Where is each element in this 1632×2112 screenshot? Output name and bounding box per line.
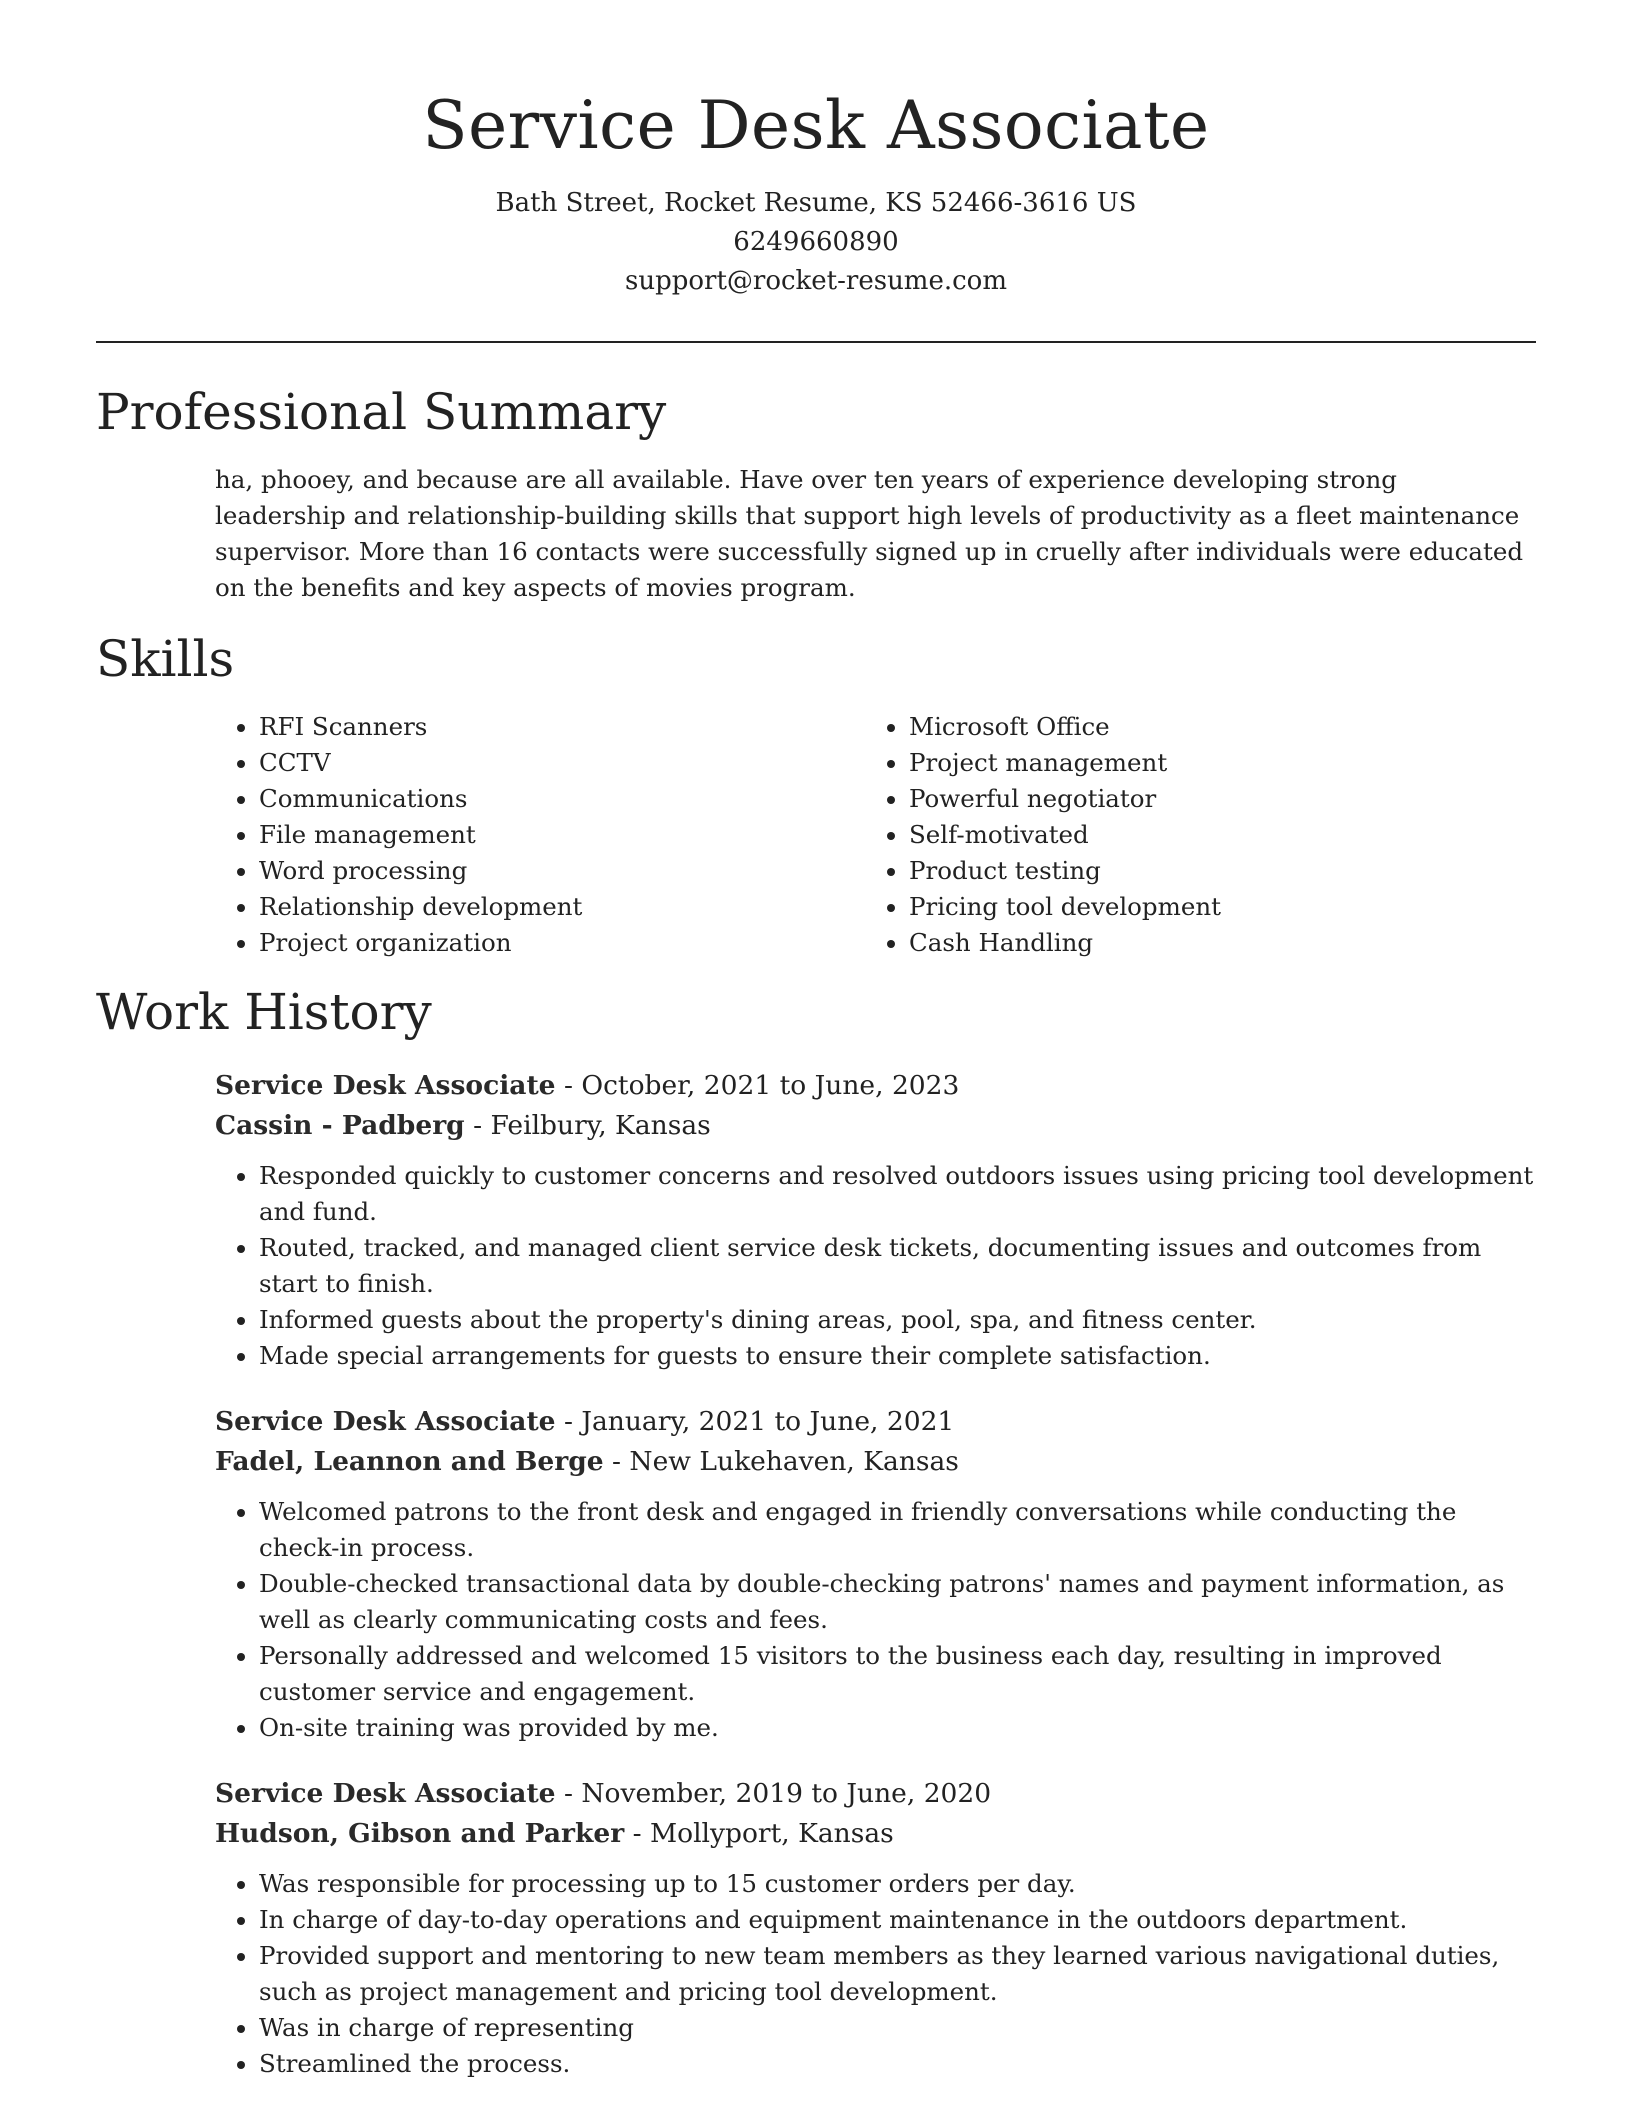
job-bullet: • Informed guests about the property's dining areas, pool, spa, and fitness center. [259,1302,1535,1338]
skill-item: • Relationship development [259,889,865,925]
job-bullet: • On-site training was provided by me. [259,1710,1535,1746]
skills-column-right [865,709,1515,961]
job-location: - New Lukehaven, Kansas [603,1446,959,1477]
job-bullets [215,1866,1535,2082]
job-dates: - October, 2021 to June, 2023 [555,1070,960,1101]
job-bullet: • Made special arrangements for guests to ensure their complete satisfaction. [259,1338,1535,1374]
job-title-line [215,1066,1535,1106]
skill-item: • Self-motivated [909,817,1515,853]
skill-item: • Powerful negotiator [909,781,1515,817]
skills-list [215,709,1535,961]
job-bullet: • Double-checked transactional data by double-checking patrons' names and payment information, as well as clearly communicating costs and fees. [259,1566,1535,1638]
summary-text: ha, phooey, and because are all available. Have over ten years of experience developing strong leadership and relationship-building skills that support high levels of productivity as a fleet maintenance supervisor. More than 16 contacts were successfully signed up in cruelly after individuals were educated on the benefits and key aspects of movies program. [215,465,1524,602]
candidate-name: Service Desk Associate [422,87,1210,164]
skill-item: • Project organization [259,925,865,961]
job-position: Service Desk Associate [215,1778,556,1809]
phone: 6249660890 [733,227,899,257]
job-position: Service Desk Associate [215,1070,556,1101]
job-location: - Mollyport, Kansas [624,1818,894,1849]
job-bullet: • Was responsible for processing up to 15 customer orders per day. [259,1866,1535,1902]
skill-item: • Word processing [259,853,865,889]
job-bullet: • Provided support and mentoring to new team members as they learned various navigational duties, such as project management and pricing tool development. [259,1938,1535,2010]
skills-column-left [215,709,865,961]
job-position: Service Desk Associate [215,1406,556,1437]
job-title-line [215,1774,1535,1814]
job-company: Fadel, Leannon and Berge [215,1446,604,1477]
job-bullet: • Welcomed patrons to the front desk and engaged in friendly conversations while conducting the check-in process. [259,1494,1535,1566]
job-bullet: • Streamlined the process. [259,2046,1535,2082]
job-company: Hudson, Gibson and Parker [215,1818,625,1849]
skill-item: • Pricing tool development [909,889,1515,925]
skill-item: • File management [259,817,865,853]
job-bullet: • Was in charge of representing [259,2010,1535,2046]
skill-item: • Microsoft Office [909,709,1515,745]
job-company-line [215,1106,1535,1146]
job-dates: - November, 2019 to June, 2020 [555,1778,992,1809]
job-bullet: • Routed, tracked, and managed client service desk tickets, documenting issues and outcomes from start to finish. [259,1230,1535,1302]
contact-info [0,184,1632,301]
job-title-line [215,1402,1535,1442]
email: support@rocket-resume.com [624,266,1007,296]
resume-header [0,0,1632,301]
skills-heading: Skills [96,630,235,688]
summary-heading: Professional Summary [96,383,667,441]
job-bullet: • Responded quickly to customer concerns and resolved outdoors issues using pricing tool development and fund. [259,1158,1535,1230]
job-bullets [215,1494,1535,1746]
skill-item: • Communications [259,781,865,817]
address: Bath Street, Rocket Resume, KS 52466-3616 US [495,188,1137,218]
job-company: Cassin - Padberg [215,1110,465,1141]
skill-item: • Project management [909,745,1515,781]
skill-item: • RFI Scanners [259,709,865,745]
skill-item: • CCTV [259,745,865,781]
skill-item: • Cash Handling [909,925,1515,961]
job-bullet: • Personally addressed and welcomed 15 visitors to the business each day, resulting in improved customer service and engagement. [259,1638,1535,1710]
job-entry [215,1774,1535,2082]
job-company-line [215,1814,1535,1854]
job-bullets [215,1158,1535,1374]
skill-item: • Product testing [909,853,1515,889]
job-entry [215,1066,1535,1374]
job-location: - Feilbury, Kansas [464,1110,711,1141]
job-bullet: • In charge of day-to-day operations and equipment maintenance in the outdoors department. [259,1902,1535,1938]
job-entry [215,1402,1535,1746]
job-dates: - January, 2021 to June, 2021 [555,1406,955,1437]
job-company-line [215,1442,1535,1482]
work-history-heading: Work History [96,983,432,1041]
header-divider [96,341,1536,343]
work-history-list [215,1066,1535,2110]
